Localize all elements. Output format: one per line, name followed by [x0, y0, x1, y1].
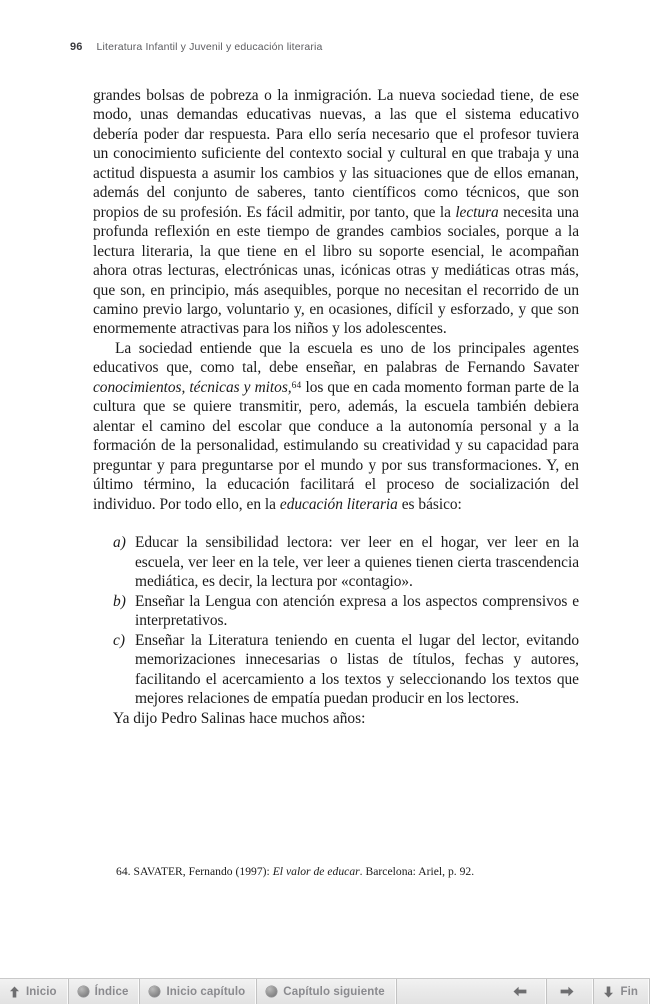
footnote-suffix: . Barcelona: Ariel, p. 92.	[359, 865, 475, 878]
footnote-64	[116, 864, 576, 879]
toolbar-button-label: Fin	[620, 985, 638, 998]
lettered-list	[113, 533, 579, 728]
toolbar-button-label: Índice	[94, 985, 129, 998]
arrow-left-icon	[513, 986, 527, 997]
list-item-marker: a)	[113, 534, 126, 552]
paragraph-2	[93, 339, 579, 514]
paragraph-2-segment-3: es básico:	[397, 495, 462, 513]
toolbar-left-group	[0, 979, 397, 1004]
arrow-right-icon	[560, 986, 574, 997]
sphere-icon	[149, 986, 160, 997]
list-item-text: Enseñar la Lengua con atención expresa a los aspectos comprensivos e interpretativos.	[135, 592, 579, 630]
list-item	[113, 533, 579, 591]
toolbar-button-label: Inicio	[26, 985, 57, 998]
paragraph-2-segment-1: La sociedad entiende que la escuela es uno de los principales agentes educativos que, como tal, debe enseñar, en palabras de Fernando Savater	[93, 339, 579, 377]
running-head-title: Literatura Infantil y Juvenil y educación literaria	[96, 41, 323, 53]
toolbar-button-label: Inicio capítulo	[166, 985, 246, 998]
arrow-up-icon	[9, 986, 20, 998]
footnote-italic-title: El valor de educar	[272, 865, 360, 878]
list-item	[113, 592, 579, 631]
footnote-number: 64.	[116, 865, 131, 878]
paragraph-2-italic-educacion-literaria: educación literaria	[279, 495, 398, 513]
sphere-icon	[266, 986, 277, 997]
paragraph-2-segment-2: los que en cada momento forman parte de la cultura que se quiere transmitir, pero, además, la escuela también debiera alentar el camino del escolar que conduce a la autonomía personal y a la formación de la personalidad, estimulando su creatividad y su capacidad para preguntar y para preguntarse por el mundo y por sus transformaciones. Y, en último término, la educación facilitará el proceso de socialización del individuo. Por todo ello, en la	[93, 378, 579, 513]
paragraph-1-segment-2: necesita una profunda reflexión en este tiempo de grandes cambios sociales, porque a la lectura literaria, la que tiene en el libro su soporte esencial, le acompañan ahora otras lecturas, electrónicas unas, icónicas otras y mediáticas otras más, que son, en principio, más asequibles, porque no necesitan el recorrido de un camino previo largo, voluntario y, en ocasiones, difícil y esforzado, y que son enormemente atractivas para los niños y los adolescentes.	[93, 203, 579, 338]
list-item-marker: c)	[113, 631, 125, 649]
toolbar-button-inicio[interactable]	[0, 979, 69, 1004]
footnote-reference-64[interactable]: 64	[291, 380, 302, 391]
text-block	[93, 86, 579, 728]
paragraph-1-italic-lectura: lectura	[455, 203, 499, 221]
footnote-prefix: SAVATER, Fernando (1997):	[130, 865, 273, 878]
toolbar-button-fin[interactable]	[594, 979, 650, 1004]
toolbar-button-next-page[interactable]	[547, 979, 594, 1004]
paragraph-1-segment-1: grandes bolsas de pobreza o la inmigración. La nueva sociedad tiene, de ese modo, unas demandas educativas nuevas, a las que el sistema educativo debería poder dar respuesta. Para ello sería necesario que el profesor tuviera un conocimiento suficiente del contexto social y cultural en que trabaja y una actitud dispuesta a asumir los cambios y las situaciones que de ellos emanan, además del conjunto de saberes, tanto científicos como técnicos, que son propios de su profesión. Es fácil admitir, por tanto, que la	[93, 87, 579, 221]
arrow-down-icon	[603, 986, 614, 998]
toolbar-button-label: Capítulo siguiente	[283, 985, 385, 998]
toolbar-button-indice[interactable]	[69, 979, 141, 1004]
sphere-icon	[78, 986, 89, 997]
toolbar-right-group	[500, 979, 650, 1004]
toolbar-button-previous-page[interactable]	[500, 979, 547, 1004]
paragraph-1	[93, 86, 579, 339]
bottom-toolbar	[0, 978, 650, 1004]
paragraph-2-italic-savater-quote: conocimientos, técnicas y mitos,	[93, 378, 292, 396]
toolbar-button-capitulo-siguiente[interactable]	[257, 979, 396, 1004]
toolbar-button-inicio-capitulo[interactable]	[140, 979, 257, 1004]
list-item	[113, 631, 579, 709]
closing-line: Ya dijo Pedro Salinas hace muchos años:	[113, 709, 366, 727]
list-item-text: Educar la sensibilidad lectora: ver leer en el hogar, ver leer en la escuela, ver leer en la tele, ver leer a quienes tienen cierta trascendencia mediática, es decir, la lectura por «contagio».	[135, 534, 579, 591]
page-number: 96	[70, 41, 83, 53]
toolbar-spacer	[397, 979, 501, 1004]
running-head	[70, 41, 322, 53]
list-item-text: Enseñar la Literatura teniendo en cuenta el lugar del lector, evitando memorizaciones innecesarias o listas de títulos, fechas y autores, facilitando el acercamiento a los textos y seleccionando los textos que mejores relaciones de empatía puedan producir en los lectores.	[135, 631, 579, 708]
list-item-marker: b)	[113, 592, 126, 610]
